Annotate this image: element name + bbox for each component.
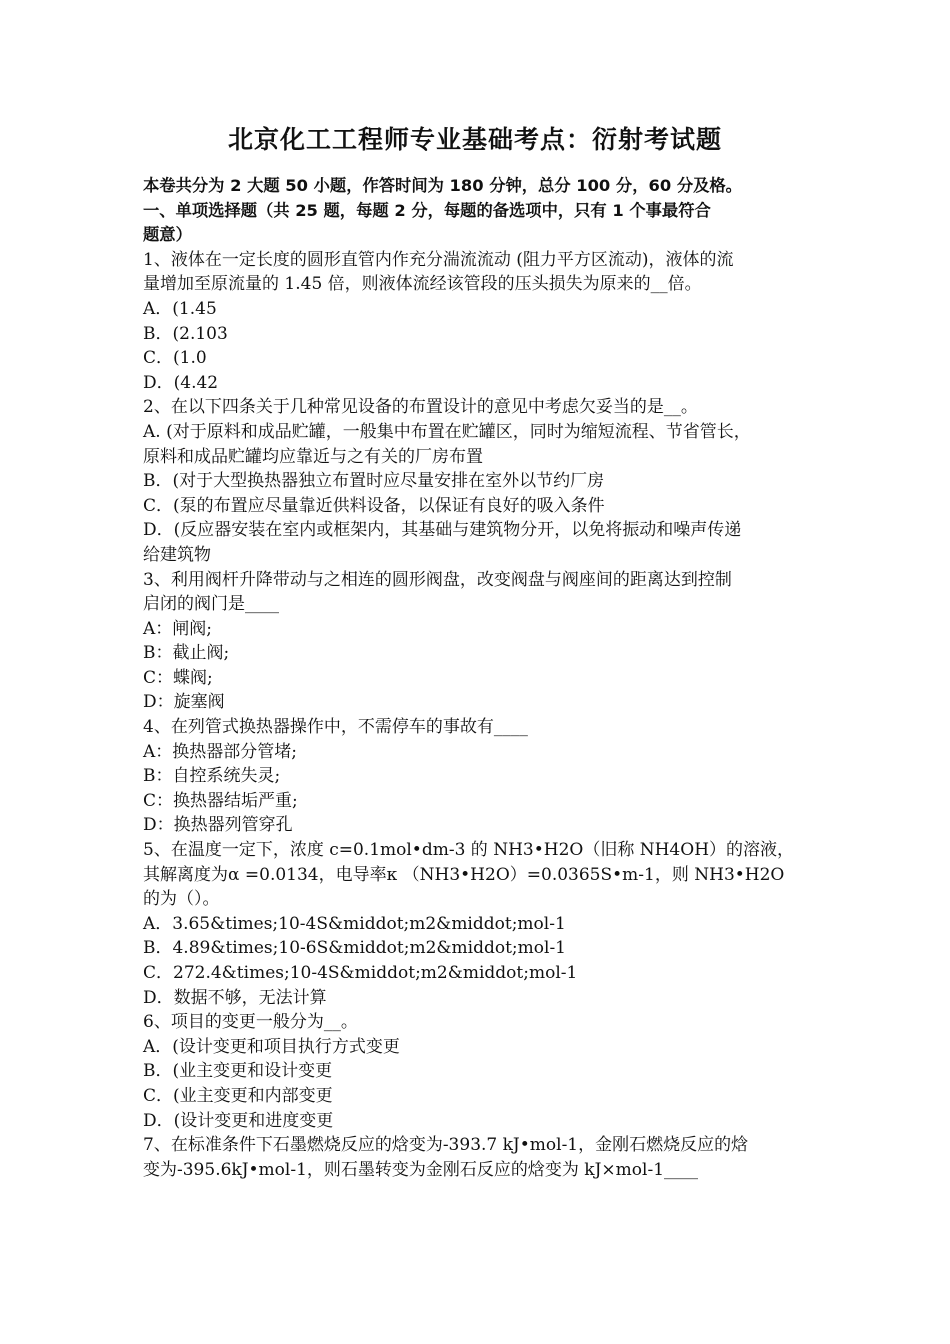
question-stem: 3、利用阀杆升降带动与之相连的圆形阀盘，改变阀盘与阀座间的距离达到控制 — [143, 569, 732, 590]
question-5 — [143, 838, 813, 1010]
question-3 — [143, 568, 813, 716]
option-d: D：旋塞阀 — [143, 692, 225, 713]
option-b: B：截止阀; — [143, 643, 230, 664]
question-stem: 6、项目的变更一般分为__。 — [143, 1012, 358, 1033]
option-a: A．3.65&times;10-4S&middot;m2&middot;mol-1 — [143, 913, 566, 934]
option-d-cont: 给建筑物 — [143, 544, 211, 565]
question-stem: 4、在列管式换热器操作中，不需停车的事故有____ — [143, 717, 528, 738]
option-c: C．(1.0 — [143, 348, 207, 369]
option-b: B．(对于大型换热器独立布置时应尽量安排在室外以节约厂房 — [143, 471, 605, 492]
option-d: D．(设计变更和进度变更 — [143, 1110, 334, 1131]
question-stem: 2、在以下四条关于几种常见设备的布置设计的意见中考虑欠妥当的是__。 — [143, 397, 698, 418]
option-d: D．数据不够，无法计算 — [143, 987, 327, 1008]
question-2 — [143, 395, 813, 567]
option-a: A：闸阀; — [143, 618, 213, 639]
option-a: A．(1.45 — [143, 298, 217, 319]
option-d: D：换热器列管穿孔 — [143, 815, 293, 836]
option-c: C：换热器结垢严重; — [143, 790, 298, 811]
question-stem: 变为-395.6kJ•mol-1，则石墨转变为金刚石反应的焓变为 kJ×mol-1____ — [143, 1159, 699, 1180]
option-c: C：蝶阀; — [143, 667, 213, 688]
option-b: B．(2.103 — [143, 323, 228, 344]
question-4 — [143, 715, 813, 838]
option-a: A. (对于原料和成品贮罐，一般集中布置在贮罐区，同时为缩短流程、节省管长， — [143, 421, 751, 442]
option-c: C．(泵的布置应尽量靠近供料设备，以保证有良好的吸入条件 — [143, 495, 605, 516]
section-heading: 一、单项选择题（共 25 题，每题 2 分，每题的备选项中，只有 1 个事最符合 — [143, 200, 711, 220]
question-stem: 5、在温度一定下，浓度 c=0.1mol•dm-3 的 NH3•H2O（旧称 NH4OH）的溶液， — [143, 840, 795, 861]
option-b: B：自控系统失灵; — [143, 766, 281, 787]
option-d: D．(反应器安装在室内或框架内，其基础与建筑物分开，以免将振动和噪声传递 — [143, 520, 742, 541]
question-stem: 1、液体在一定长度的圆形直管内作充分湍流流动 (阻力平方区流动)，液体的流 — [143, 249, 734, 270]
question-stem: 启闭的阀门是____ — [143, 594, 279, 615]
option-a: A．(设计变更和项目执行方式变更 — [143, 1036, 400, 1057]
question-1 — [143, 248, 813, 396]
exam-intro: 本卷共分为 2 大题 50 小题，作答时间为 180 分钟，总分 100 分，60 分及格。 — [143, 176, 742, 195]
document-body — [143, 174, 813, 1182]
question-stem: 7、在标准条件下石墨燃烧反应的焓变为-393.7 kJ•mol-1，金刚石燃烧反应的焓 — [143, 1135, 749, 1156]
question-stem: 其解离度为α =0.0134，电导率κ （NH3•H2O）=0.0365S•m-1，则 NH3•H2O — [143, 864, 785, 885]
option-a-cont: 原料和成品贮罐均应靠近与之有关的厂房布置 — [143, 446, 483, 467]
option-a: A：换热器部分管堵; — [143, 741, 298, 762]
question-7 — [143, 1133, 813, 1182]
option-b: B．4.89&times;10-6S&middot;m2&middot;mol-1 — [143, 938, 566, 959]
document-title: 北京化工工程师专业基础考点：衍射考试题 — [227, 125, 722, 154]
option-b: B．(业主变更和设计变更 — [143, 1061, 333, 1082]
section-heading-cont: 题意） — [143, 225, 192, 245]
option-d: D．(4.42 — [143, 372, 219, 393]
question-stem: 的为（）。 — [143, 889, 220, 910]
option-c: C．(业主变更和内部变更 — [143, 1085, 333, 1106]
question-stem: 量增加至原流量的 1.45 倍，则液体流经该管段的压头损失为原来的__倍。 — [143, 274, 702, 295]
question-6 — [143, 1010, 813, 1133]
option-c: C．272.4&times;10-4S&middot;m2&middot;mol-1 — [143, 963, 578, 983]
